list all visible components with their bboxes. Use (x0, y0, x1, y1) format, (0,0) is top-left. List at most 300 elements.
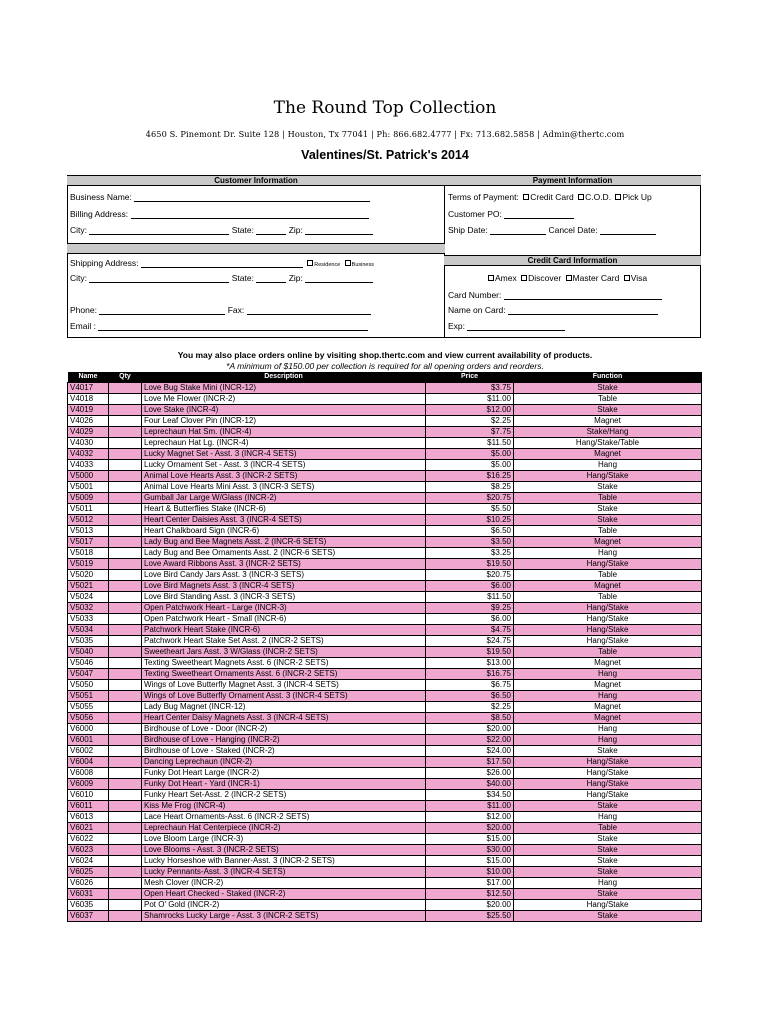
city2-line[interactable] (89, 273, 229, 283)
item-price-cell: $20.00 (426, 724, 514, 735)
discover-checkbox[interactable] (521, 275, 527, 281)
item-name-cell: V4030 (68, 438, 109, 449)
card-type-field[interactable] (486, 273, 647, 283)
item-description-cell: Heart Center Daisies Asst. 3 (INCR-4 SETS) (142, 515, 426, 526)
item-name-cell: V6011 (68, 801, 109, 812)
qty-cell[interactable] (109, 416, 142, 427)
qty-cell[interactable] (109, 845, 142, 856)
exp-field[interactable] (448, 321, 565, 331)
item-price-cell: $16.75 (426, 669, 514, 680)
table-row (68, 790, 702, 801)
qty-cell[interactable] (109, 724, 142, 735)
item-function-cell: Table (514, 647, 702, 658)
table-row (68, 504, 702, 515)
item-description-cell: Love Bird Standing Asst. 3 (INCR-3 SETS) (142, 592, 426, 603)
table-header-row (68, 372, 702, 383)
state-line[interactable] (256, 225, 286, 235)
item-name-cell: V6024 (68, 856, 109, 867)
qty-cell[interactable] (109, 636, 142, 647)
item-description-cell: Animal Love Hearts Asst. 3 (INCR-2 SETS) (142, 471, 426, 482)
item-function-cell: Magnet (514, 449, 702, 460)
qty-cell[interactable] (109, 537, 142, 548)
business-label: Business (351, 262, 374, 268)
qty-cell[interactable] (109, 801, 142, 812)
qty-cell[interactable] (109, 713, 142, 724)
item-name-cell: V6026 (68, 878, 109, 889)
item-price-cell: $6.00 (426, 581, 514, 592)
qty-cell[interactable] (109, 515, 142, 526)
table-row (68, 735, 702, 746)
item-function-cell: Stake (514, 515, 702, 526)
item-price-cell: $20.75 (426, 570, 514, 581)
qty-cell[interactable] (109, 493, 142, 504)
item-function-cell: Hang/Stake (514, 779, 702, 790)
item-description-cell: Lucky Ornament Set - Asst. 3 (INCR-4 SETS) (142, 460, 426, 471)
fax-label: Fax: (227, 305, 245, 315)
item-description-cell: Lady Bug and Bee Magnets Asst. 2 (INCR-6 SETS) (142, 537, 426, 548)
billing-address-line[interactable] (131, 209, 369, 219)
qty-cell[interactable] (109, 768, 142, 779)
mastercard-checkbox[interactable] (566, 275, 572, 281)
item-name-cell: V6025 (68, 867, 109, 878)
item-description-cell: Funky Dot Heart Large (INCR-2) (142, 768, 426, 779)
table-row (68, 614, 702, 625)
item-price-cell: $24.00 (426, 746, 514, 757)
qty-cell[interactable] (109, 779, 142, 790)
credit-card-label: Credit Card (530, 192, 574, 202)
item-description-cell: Sweetheart Jars Asst. 3 W/Glass (INCR-2 SETS) (142, 647, 426, 658)
item-function-cell: Hang (514, 548, 702, 559)
phone-line[interactable] (99, 305, 225, 315)
state2-label: State: (231, 273, 254, 283)
item-description-cell: Love Stake (INCR-4) (142, 405, 426, 416)
item-name-cell: V5051 (68, 691, 109, 702)
table-row (68, 702, 702, 713)
qty-cell[interactable] (109, 867, 142, 878)
item-price-cell: $7.75 (426, 427, 514, 438)
shipping-address-label: Shipping Address: (70, 258, 139, 268)
name-on-card-line[interactable] (508, 305, 658, 315)
qty-cell[interactable] (109, 691, 142, 702)
qty-cell[interactable] (109, 647, 142, 658)
item-description-cell: Leprechaun Hat Lg. (INCR-4) (142, 438, 426, 449)
item-name-cell: V6010 (68, 790, 109, 801)
item-description-cell: Love Me Flower (INCR-2) (142, 394, 426, 405)
table-row (68, 845, 702, 856)
ship-date-label: Ship Date: (448, 225, 488, 235)
item-price-cell: $3.25 (426, 548, 514, 559)
header-price: Price (426, 372, 514, 383)
business-name-line[interactable] (134, 192, 370, 202)
shipping-address-line[interactable] (141, 258, 303, 268)
item-function-cell: Table (514, 394, 702, 405)
table-row (68, 878, 702, 889)
item-function-cell: Stake (514, 911, 702, 922)
item-price-cell: $5.50 (426, 504, 514, 515)
zip-label: Zip: (288, 225, 303, 235)
qty-cell[interactable] (109, 383, 142, 394)
table-row (68, 449, 702, 460)
qty-cell[interactable] (109, 680, 142, 691)
qty-cell[interactable] (109, 735, 142, 746)
qty-cell[interactable] (109, 856, 142, 867)
item-function-cell: Hang (514, 735, 702, 746)
qty-cell[interactable] (109, 559, 142, 570)
table-row (68, 768, 702, 779)
item-description-cell: Love Bird Candy Jars Asst. 3 (INCR-3 SETS) (142, 570, 426, 581)
item-price-cell: $6.75 (426, 680, 514, 691)
item-description-cell: Love Bird Magnets Asst. 3 (INCR-4 SETS) (142, 581, 426, 592)
item-name-cell: V5021 (68, 581, 109, 592)
residence-label: Residence (314, 262, 341, 268)
table-row (68, 383, 702, 394)
item-function-cell: Hang (514, 669, 702, 680)
item-price-cell: $5.00 (426, 449, 514, 460)
item-name-cell: V5011 (68, 504, 109, 515)
item-name-cell: V5056 (68, 713, 109, 724)
item-price-cell: $11.50 (426, 438, 514, 449)
item-description-cell: Animal Love Hearts Mini Asst. 3 (INCR-3 SETS) (142, 482, 426, 493)
item-function-cell: Table (514, 493, 702, 504)
table-row (68, 416, 702, 427)
item-name-cell: V6023 (68, 845, 109, 856)
item-name-cell: V5020 (68, 570, 109, 581)
zip2-label: Zip: (288, 273, 303, 283)
qty-cell[interactable] (109, 889, 142, 900)
item-name-cell: V5013 (68, 526, 109, 537)
item-function-cell: Magnet (514, 581, 702, 592)
header-description: Description (142, 372, 426, 383)
qty-cell[interactable] (109, 449, 142, 460)
item-description-cell: Lady Bug and Bee Ornaments Asst. 2 (INCR-6 SETS) (142, 548, 426, 559)
table-row (68, 713, 702, 724)
qty-cell[interactable] (109, 834, 142, 845)
table-row (68, 746, 702, 757)
item-name-cell: V6031 (68, 889, 109, 900)
qty-cell[interactable] (109, 669, 142, 680)
item-price-cell: $17.50 (426, 757, 514, 768)
order-table (67, 372, 702, 922)
table-row (68, 867, 702, 878)
city-line[interactable] (89, 225, 229, 235)
item-function-cell: Hang/Stake (514, 900, 702, 911)
item-function-cell: Hang/Stake (514, 471, 702, 482)
item-description-cell: Shamrocks Lucky Large - Asst. 3 (INCR-2 SETS) (142, 911, 426, 922)
online-order-note: You may also place orders online by visiting shop.thertc.com and view current availability of products. (177, 350, 593, 360)
item-description-cell: Birdhouse of Love - Door (INCR-2) (142, 724, 426, 735)
qty-cell[interactable] (109, 878, 142, 889)
qty-cell[interactable] (109, 900, 142, 911)
item-name-cell: V5040 (68, 647, 109, 658)
qty-cell[interactable] (109, 460, 142, 471)
item-price-cell: $20.00 (426, 900, 514, 911)
table-row (68, 559, 702, 570)
table-row (68, 647, 702, 658)
table-row (68, 691, 702, 702)
billing-address-field[interactable] (70, 209, 369, 219)
item-description-cell: Kiss Me Frog (INCR-4) (142, 801, 426, 812)
table-row (68, 603, 702, 614)
item-function-cell: Hang/Stake (514, 603, 702, 614)
table-row (68, 801, 702, 812)
credit-card-checkbox[interactable] (523, 194, 529, 200)
visa-checkbox[interactable] (624, 275, 630, 281)
exp-label: Exp: (448, 321, 466, 331)
order-table-body (68, 383, 702, 922)
item-name-cell: V6000 (68, 724, 109, 735)
exp-line[interactable] (467, 321, 565, 331)
cod-label: C.O.D. (585, 192, 612, 202)
table-row (68, 757, 702, 768)
qty-cell[interactable] (109, 592, 142, 603)
item-price-cell: $10.00 (426, 867, 514, 878)
header-name: Name (68, 372, 109, 383)
item-name-cell: V5001 (68, 482, 109, 493)
company-address: 4650 S. Pinemont Dr. Suite 128 | Houston, Tx 77041 | Ph: 866.682.4777 | Fx: 713.682.5858 | Admin@thertc.com (145, 129, 625, 139)
item-price-cell: $26.00 (426, 768, 514, 779)
table-row (68, 823, 702, 834)
qty-cell[interactable] (109, 394, 142, 405)
qty-cell[interactable] (109, 746, 142, 757)
qty-cell[interactable] (109, 427, 142, 438)
item-description-cell: Lucky Pennants-Asst. 3 (INCR-4 SETS) (142, 867, 426, 878)
item-function-cell: Hang/Stake (514, 559, 702, 570)
item-description-cell: Lucky Horseshoe with Banner-Asst. 3 (INCR-2 SETS) (142, 856, 426, 867)
item-function-cell: Hang (514, 878, 702, 889)
qty-cell[interactable] (109, 526, 142, 537)
cancel-date-line[interactable] (600, 225, 656, 235)
item-description-cell: Birdhouse of Love - Hanging (INCR-2) (142, 735, 426, 746)
customer-po-line[interactable] (504, 209, 574, 219)
discover-label: Discover (528, 273, 562, 283)
item-name-cell: V6004 (68, 757, 109, 768)
item-description-cell: Gumball Jar Large W/Glass (INCR-2) (142, 493, 426, 504)
item-description-cell: Wings of Love Butterfly Ornament Asst. 3 (INCR-4 SETS) (142, 691, 426, 702)
qty-cell[interactable] (109, 405, 142, 416)
business-checkbox[interactable] (345, 260, 351, 266)
qty-cell[interactable] (109, 911, 142, 922)
qty-cell[interactable] (109, 570, 142, 581)
table-row (68, 537, 702, 548)
item-price-cell: $6.00 (426, 614, 514, 625)
item-description-cell: Love Bloom Large (INCR-3) (142, 834, 426, 845)
item-function-cell: Magnet (514, 680, 702, 691)
residence-checkbox[interactable] (307, 260, 313, 266)
item-price-cell: $15.00 (426, 834, 514, 845)
item-description-cell: Love Award Ribbons Asst. 3 (INCR-2 SETS) (142, 559, 426, 570)
shipping-address-field[interactable] (70, 258, 374, 268)
name-on-card-field[interactable] (448, 305, 658, 315)
qty-cell[interactable] (109, 658, 142, 669)
item-function-cell: Hang (514, 691, 702, 702)
table-row (68, 779, 702, 790)
qty-cell[interactable] (109, 823, 142, 834)
item-description-cell: Patchwork Heart Stake Set Asst. 2 (INCR-2 SETS) (142, 636, 426, 647)
item-function-cell: Hang/Stake (514, 625, 702, 636)
phone-fax-field[interactable] (70, 305, 371, 315)
qty-cell[interactable] (109, 548, 142, 559)
billing-city-field[interactable] (70, 225, 373, 235)
cod-checkbox[interactable] (578, 194, 584, 200)
item-description-cell: Lucky Magnet Set - Asst. 3 (INCR-4 SETS) (142, 449, 426, 460)
table-row (68, 471, 702, 482)
qty-cell[interactable] (109, 438, 142, 449)
item-description-cell: Love Blooms - Asst. 3 (INCR-2 SETS) (142, 845, 426, 856)
item-price-cell: $20.75 (426, 493, 514, 504)
item-price-cell: $10.25 (426, 515, 514, 526)
table-row (68, 658, 702, 669)
table-row (68, 592, 702, 603)
item-description-cell: Heart Center Daisy Magnets Asst. 3 (INCR-4 SETS) (142, 713, 426, 724)
item-description-cell: Heart & Butterflies Stake (INCR-6) (142, 504, 426, 515)
card-number-field[interactable] (448, 290, 662, 300)
table-row (68, 900, 702, 911)
item-price-cell: $9.25 (426, 603, 514, 614)
payment-info-header: Payment Information (444, 175, 701, 186)
item-description-cell: Lace Heart Ornaments-Asst. 6 (INCR-2 SETS) (142, 812, 426, 823)
fax-line[interactable] (247, 305, 371, 315)
pick-up-checkbox[interactable] (615, 194, 621, 200)
state2-line[interactable] (256, 273, 286, 283)
shipping-city-field[interactable] (70, 273, 373, 283)
item-price-cell: $6.50 (426, 526, 514, 537)
item-function-cell: Stake (514, 383, 702, 394)
item-description-cell: Mesh Clover (INCR-2) (142, 878, 426, 889)
item-price-cell: $11.00 (426, 801, 514, 812)
item-function-cell: Stake (514, 889, 702, 900)
table-row (68, 526, 702, 537)
qty-cell[interactable] (109, 603, 142, 614)
table-row (68, 405, 702, 416)
item-name-cell: V4017 (68, 383, 109, 394)
item-name-cell: V6022 (68, 834, 109, 845)
qty-cell[interactable] (109, 702, 142, 713)
item-price-cell: $22.00 (426, 735, 514, 746)
qty-cell[interactable] (109, 471, 142, 482)
item-name-cell: V5032 (68, 603, 109, 614)
item-description-cell: Open Patchwork Heart - Small (INCR-6) (142, 614, 426, 625)
item-function-cell: Stake (514, 405, 702, 416)
item-price-cell: $11.00 (426, 394, 514, 405)
item-price-cell: $8.50 (426, 713, 514, 724)
item-function-cell: Stake (514, 504, 702, 515)
item-price-cell: $34.50 (426, 790, 514, 801)
header-qty: Qty (109, 372, 142, 383)
ship-date-field[interactable] (448, 225, 656, 235)
table-row (68, 889, 702, 900)
item-description-cell: Texting Sweetheart Ornaments Asst. 6 (INCR-2 SETS) (142, 669, 426, 680)
customer-po-field[interactable] (448, 209, 574, 219)
item-name-cell: V4032 (68, 449, 109, 460)
business-name-label: Business Name: (70, 192, 132, 202)
amex-checkbox[interactable] (488, 275, 494, 281)
item-name-cell: V6001 (68, 735, 109, 746)
item-function-cell: Table (514, 592, 702, 603)
zip-line[interactable] (305, 225, 373, 235)
qty-cell[interactable] (109, 757, 142, 768)
card-number-label: Card Number: (448, 290, 502, 300)
item-name-cell: V4018 (68, 394, 109, 405)
table-row (68, 724, 702, 735)
table-row (68, 625, 702, 636)
item-price-cell: $4.75 (426, 625, 514, 636)
table-row (68, 482, 702, 493)
email-label: Email : (70, 321, 96, 331)
header-function: Function (514, 372, 702, 383)
qty-cell[interactable] (109, 504, 142, 515)
qty-cell[interactable] (109, 812, 142, 823)
qty-cell[interactable] (109, 790, 142, 801)
item-price-cell: $30.00 (426, 845, 514, 856)
table-row (68, 493, 702, 504)
business-name-field[interactable] (70, 192, 370, 202)
item-name-cell: V5012 (68, 515, 109, 526)
customer-po-label: Customer PO: (448, 209, 502, 219)
item-description-cell: Open Heart Checked - Staked (INCR-2) (142, 889, 426, 900)
item-price-cell: $12.50 (426, 889, 514, 900)
zip2-line[interactable] (305, 273, 373, 283)
item-function-cell: Stake (514, 845, 702, 856)
item-price-cell: $19.50 (426, 647, 514, 658)
item-function-cell: Stake (514, 482, 702, 493)
item-name-cell: V5018 (68, 548, 109, 559)
item-name-cell: V4026 (68, 416, 109, 427)
item-name-cell: V5050 (68, 680, 109, 691)
item-price-cell: $16.25 (426, 471, 514, 482)
table-row (68, 460, 702, 471)
item-function-cell: Magnet (514, 702, 702, 713)
visa-label: Visa (630, 273, 648, 283)
ship-date-line[interactable] (490, 225, 546, 235)
city-label: City: (70, 225, 87, 235)
item-description-cell: Leprechaun Hat Centerpiece (INCR-2) (142, 823, 426, 834)
item-function-cell: Hang (514, 724, 702, 735)
item-function-cell: Table (514, 526, 702, 537)
qty-cell[interactable] (109, 581, 142, 592)
item-price-cell: $2.25 (426, 702, 514, 713)
terms-field[interactable] (448, 192, 652, 202)
item-function-cell: Hang/Stake (514, 790, 702, 801)
item-name-cell: V4029 (68, 427, 109, 438)
item-name-cell: V5017 (68, 537, 109, 548)
card-number-line[interactable] (504, 290, 662, 300)
table-row (68, 515, 702, 526)
item-price-cell: $12.00 (426, 405, 514, 416)
item-description-cell: Wings of Love Butterfly Magnet Asst. 3 (INCR-4 SETS) (142, 680, 426, 691)
item-price-cell: $12.00 (426, 812, 514, 823)
item-name-cell: V5035 (68, 636, 109, 647)
item-function-cell: Hang (514, 812, 702, 823)
email-line[interactable] (98, 321, 368, 331)
item-function-cell: Table (514, 570, 702, 581)
item-price-cell: $19.50 (426, 559, 514, 570)
table-row (68, 394, 702, 405)
item-function-cell: Hang/Stake (514, 614, 702, 625)
qty-cell[interactable] (109, 625, 142, 636)
qty-cell[interactable] (109, 482, 142, 493)
item-name-cell: V6009 (68, 779, 109, 790)
item-function-cell: Magnet (514, 713, 702, 724)
credit-card-info-header: Credit Card Information (444, 255, 701, 266)
item-name-cell: V5024 (68, 592, 109, 603)
item-function-cell: Stake (514, 801, 702, 812)
item-name-cell: V6002 (68, 746, 109, 757)
table-row (68, 427, 702, 438)
table-row (68, 548, 702, 559)
company-title: The Round Top Collection (273, 98, 497, 118)
qty-cell[interactable] (109, 614, 142, 625)
email-field[interactable] (70, 321, 368, 331)
